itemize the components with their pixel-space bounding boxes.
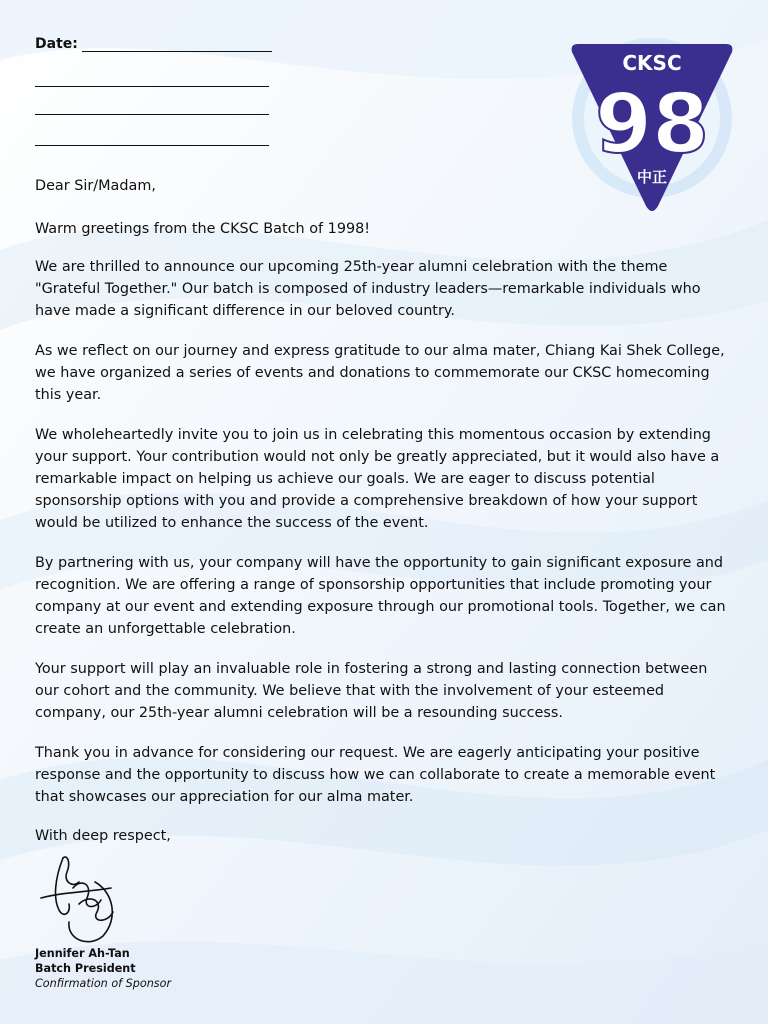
address-line-2 (35, 114, 269, 115)
signatory-note: Confirmation of Sponsor (35, 977, 172, 990)
paragraph-partnering: By partnering with us, your company will have the opportunity to gain significant exposure and recognition. We are offering a range of sponsorship opportunities that include promoting your company at our event and extending exposure through our promotional tools. Together, we can create an unforgettable celebration. (35, 555, 726, 637)
date-field (35, 36, 272, 52)
paragraph-reflection: As we reflect on our journey and express gratitude to our alma mater, Chiang Kai Shek College, we have organized a series of events and donations to commemorate our CKSC homecoming this year. (35, 343, 725, 403)
handwritten-signature (33, 848, 123, 948)
address-line-3 (35, 145, 269, 146)
logo-number: 98 (594, 77, 710, 172)
signatory-title: Batch President (35, 962, 136, 975)
date-blank-line (82, 38, 272, 52)
signatory-block (35, 946, 171, 991)
logo-top-text: CKSC (622, 51, 682, 75)
salutation: Dear Sir/Madam, (35, 178, 156, 194)
address-line-1 (35, 86, 269, 87)
paragraph-invitation: We wholeheartedly invite you to join us in celebrating this momentous occasion by extending your support. Your contribution would not only be greatly appreciated, but it would also have a remarkable impact on helping us achieve our goals. We are eager to discuss potential sponsorship options with you and provide a comprehensive breakdown of how your support would be utilized to enhance the success of the event. (35, 427, 720, 531)
signatory-name: Jennifer Ah-Tan (35, 947, 130, 960)
closing: With deep respect, (35, 828, 171, 844)
date-label: Date: (35, 36, 78, 52)
paragraph-greeting: Warm greetings from the CKSC Batch of 1998! (35, 221, 371, 237)
paragraph-announcement: We are thrilled to announce our upcoming 25th-year alumni celebration with the theme "Grateful Together." Our batch is composed of industry leaders—remarkable individuals who have made a significant difference in our beloved country. (35, 259, 701, 319)
logo-chinese-text: 中正 (636, 168, 668, 186)
paragraph-thanks: Thank you in advance for considering our request. We are eagerly anticipating your positive response and the opportunity to discuss how we can collaborate to create a memorable event that showcases our appreciation for our alma mater. (35, 745, 716, 805)
cksc-98-logo (566, 30, 738, 216)
paragraph-support: Your support will play an invaluable role in fostering a strong and lasting connection between our cohort and the community. We believe that with the involvement of your esteemed company, our 25th-year alumni celebration will be a resounding success. (35, 661, 708, 721)
